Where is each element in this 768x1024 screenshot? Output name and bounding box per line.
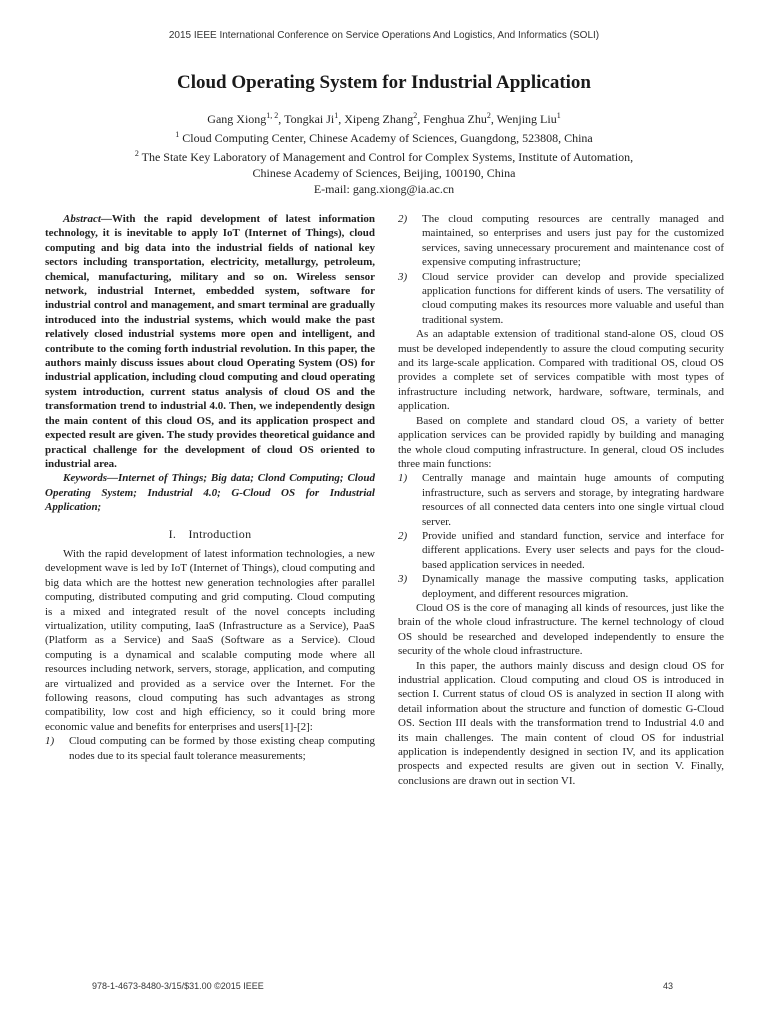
- author-sup: 2: [486, 111, 491, 120]
- affiliation-1: [0, 127, 768, 146]
- list-item: [398, 270, 724, 328]
- footer-isbn: 978-1-4673-8480-3/15/$31.00 ©2015 IEEE: [92, 981, 264, 991]
- affiliation-2-line2: Chinese Academy of Sciences, Beijing, 100190, China: [252, 166, 516, 180]
- section-heading-introduction: I. Introduction: [168, 526, 252, 541]
- list-item: [398, 572, 724, 601]
- list-item: [398, 529, 724, 572]
- list-item: [398, 471, 724, 529]
- list-number: 2): [398, 213, 408, 225]
- left-column: [45, 212, 375, 763]
- list-number: 3): [398, 270, 408, 283]
- abstract: [45, 212, 375, 471]
- list-text: Cloud computing can be formed by those existing cheap computing nodes due to its special fault tolerance measurements;: [69, 735, 375, 762]
- author-block: [0, 108, 768, 197]
- list-number: 1): [398, 472, 408, 485]
- author-sup: 1: [556, 111, 561, 120]
- affiliation-text: The State Key Laboratory of Management and Control for Complex Systems, Institute of Automation,: [141, 150, 634, 164]
- intro-paragraph: With the rapid development of latest information technologies, a new development wave is led by IoT (Internet of Things), cloud computing and big data which are the hottest new generation technologies after parallel computing, distributed computing and grid computing. Cloud computing is a mixed and integrated result of the novel concepts including virtualization, utility computing, IaaS (Infrastructure as a Service), PaaS (Platform as a Service) and SaaS (Software as a Service). Cloud computing is a dynamical and scalable computing mode where all resources including network, servers, storage, application, and computing are virtualized and provided as a service over the Internet. For the following reasons, cloud computing has such advantages as strong compatibility, low cost and high efficiency, so it could bring more economic value and benefits for enterprises and users[1]-[2]:: [45, 547, 375, 733]
- list-item: [398, 212, 724, 270]
- author-name: Fenghua Zhu: [423, 112, 487, 126]
- keywords: [45, 471, 375, 514]
- list-number: 1): [45, 735, 55, 748]
- list-text: Dynamically manage the massive computing tasks, application deployment, and different resources migration.: [422, 573, 724, 600]
- abstract-label: Abstract: [63, 213, 101, 225]
- list-text: Centrally manage and maintain huge amounts of computing infrastructure, such as servers and storage, by integrating hardware resources of all connected data centers into one single virtual cloud server.: [422, 472, 724, 528]
- author-email: E-mail: gang.xiong@ia.ac.cn: [313, 182, 455, 196]
- affiliation-text: Cloud Computing Center, Chinese Academy of Sciences, Guangdong, 523808, China: [182, 131, 593, 145]
- conference-header: 2015 IEEE International Conference on Service Operations And Logistics, And Informatics (SOLI): [168, 30, 600, 41]
- author-sup: 1, 2: [266, 111, 279, 120]
- author-name: Tongkai Ji: [284, 112, 335, 126]
- list-text: The cloud computing resources are centrally managed and maintained, so enterprises and users just pay for the customized services, saving unnecessary procurement and maintenance cost of expensive computing infrastructure;: [422, 213, 724, 269]
- keywords-label: Keywords: [63, 472, 107, 485]
- paper-title: Cloud Operating System for Industrial Application: [176, 72, 591, 93]
- abstract-text: —With the rapid development of latest information technology, it is inevitable to apply IoT (Internet of Things), cloud computing and big data into the industrial fields of national key sectors including transportation, electricity, metallurgy, petroleum, chemical, manufacturing, military and so on. Wireless sensor network, industrial Internet, embedded system, software for industrial control and management, and smart terminal are gradually introduced into the industrial systems, which would make the past relatively closed industrial systems more open and intelligent, and contribute to the coming forth industrial revolution. In this paper, the authors mainly discuss issues about cloud Operating System (OS) for industrial application, including cloud computing and cloud operating system introduction, current status analysis of cloud OS and the transformation trend to industrial 4.0. Then, we independently design the main content of this cloud OS, and its application prospect and expected result are given. The study provides theoretical guidance and practical challenge for the development of cloud OS oriented to industrial area.: [45, 213, 375, 470]
- paragraph: As an adaptable extension of traditional stand-alone OS, cloud OS must be developed independently to assure the cloud computing security and its large-scale application. Compared with traditional OS, cloud OS provides a complete set of services compatible with most types of infrastructure including network, hardware, software, terminals, and application.: [398, 328, 724, 413]
- affiliation-sup: 1: [175, 130, 180, 139]
- author-sup: 1: [334, 111, 339, 120]
- paragraph: Based on complete and standard cloud OS, a variety of better application services can be provided rapidly by building and managing the whole cloud computing infrastructure. In general, cloud OS includes three main functions:: [398, 414, 724, 470]
- paragraph: Cloud OS is the core of managing all kinds of resources, just like the brain of the whole cloud infrastructure. The kernel technology of cloud OS should be researched and developed independently to ensure the security of the whole cloud infrastructure.: [398, 601, 724, 658]
- list-text: Cloud service provider can develop and provide specialized application functions for different kinds of users. The versatility of cloud computing makes its resources more valuable and useful than traditional system.: [422, 270, 724, 326]
- author-sup: 2: [413, 111, 418, 120]
- author-list: Gang Xiong$^{1, 2}$, Tongkai Ji$^1$, Xipeng Zhang$^2$, Fenghua Zhu$^2$, Wenjing Liu$^1$: [207, 111, 561, 126]
- paragraph: In this paper, the authors mainly discuss and design cloud OS for industrial application. Cloud computing and cloud OS is introduced in section I. Current status of cloud OS is analyzed in section II along with detail information about the structure and function of domestic G-Cloud OS. Section III deals with the transformation trend to Industrial 4.0 and its main challenges. The main content of cloud OS for industrial application is independently designed in section IV, and its application prospects and expected results are given out in section V. Finally, conclusions are drawn out in section VI.: [398, 659, 724, 787]
- list-number: 3): [398, 573, 408, 586]
- right-column: [398, 212, 724, 788]
- page-number: 43: [663, 981, 674, 991]
- author-name: Xipeng Zhang: [344, 112, 414, 126]
- author-name: Wenjing Liu: [496, 112, 557, 126]
- affiliation-sup: 2: [134, 149, 139, 158]
- list-item: [45, 734, 375, 763]
- author-name: Gang Xiong: [207, 112, 267, 126]
- affiliation-2: [0, 146, 768, 165]
- list-number: 2): [398, 529, 408, 542]
- keywords-text: —Internet of Things; Big data; Clond Computing; Cloud Operating System; Industrial 4.0; G-Cloud OS for Industrial Application;: [45, 472, 375, 514]
- list-text: Provide unified and standard function, service and interface for different applications. Every user selects and pays for the cloud-based application services in needed.: [422, 529, 724, 571]
